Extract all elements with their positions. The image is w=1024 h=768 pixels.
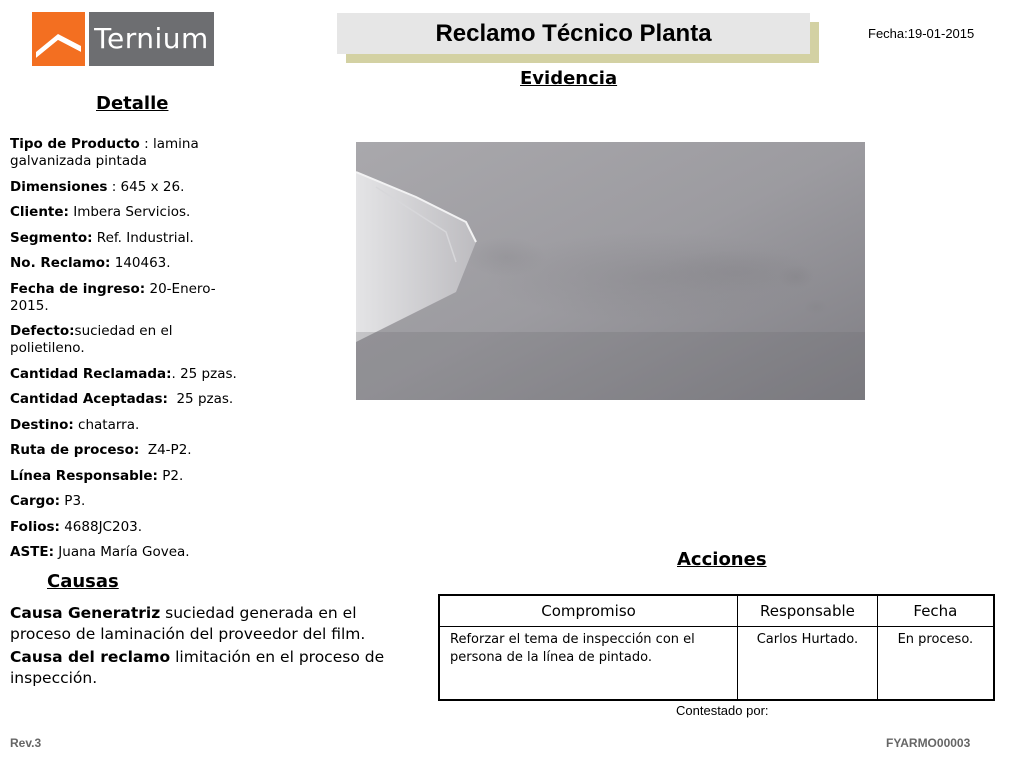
cell-fecha: En proceso. [877,627,994,701]
detail-label: Línea Responsable: [10,467,158,484]
detail-value: Ref. Industrial. [92,229,194,246]
detail-value: 25 pzas. [167,391,234,407]
detail-item [10,468,250,485]
header-date: Fecha:19-01-2015 [868,26,975,41]
detail-value: P2. [157,467,184,484]
actions-heading: Acciones [677,549,767,570]
detail-label: Tipo de Producto [10,136,140,152]
detail-item [10,544,250,561]
detail-value: 140463. [110,255,171,271]
column-header-compromiso: Compromiso [439,595,738,627]
detail-item [10,442,250,459]
detail-label: Cantidad Reclamada: [10,365,172,382]
table-row [439,627,994,701]
roof-logo-icon [32,12,85,66]
detail-item [10,366,250,383]
detail-item [10,417,250,434]
detail-label: Fecha de ingreso: [10,280,146,297]
logo-wordmark: Ternium [89,12,214,66]
detail-value: 4688JC203. [59,518,143,535]
detail-item [10,204,250,221]
detail-item [10,136,250,170]
column-header-fecha: Fecha [877,595,994,627]
causes-list [10,603,410,691]
detail-value: suciedad en el polietileno. [10,323,177,356]
detail-label: No. Reclamo: [10,255,111,271]
document-code: FYARMO00003 [886,736,971,750]
detail-label: Segmento: [10,229,93,246]
actions-table [438,594,995,701]
detail-item [10,493,250,510]
detail-value: : lamina galvanizada pintada [10,136,204,169]
revision-label: Rev.3 [10,736,42,750]
cause-item [10,603,410,645]
column-header-responsable: Responsable [738,595,878,627]
cell-compromiso: Reforzar el tema de inspección con el persona de la línea de pintado. [439,627,738,701]
evidence-photo [356,142,865,400]
cause-label: Causa del reclamo [10,648,171,666]
detail-list [10,136,250,570]
detail-label: Dimensiones [10,178,108,195]
detail-label: Cargo: [10,493,61,509]
answered-by-label: Contestado por: [676,703,769,718]
detail-value: P3. [60,493,86,509]
detail-value: : 645 x 26. [107,178,185,195]
detail-label: Cantidad Aceptadas: [10,391,168,407]
detail-value: Juana María Govea. [54,544,190,560]
detail-heading: Detalle [96,93,169,114]
detail-label: ASTE: [10,544,55,560]
detail-item [10,391,250,408]
detail-value: . 25 pzas. [171,365,237,382]
cell-responsable: Carlos Hurtado. [738,627,878,701]
detail-label: Cliente: [10,204,69,220]
detail-value: chatarra. [73,416,140,433]
detail-label: Destino: [10,416,74,433]
detail-value: Z4-P2. [139,442,192,458]
detail-item [10,281,250,315]
detail-label: Folios: [10,518,60,535]
cause-text: suciedad generada en el proceso de laminación del proveedor del film. [10,604,366,643]
page-title: Reclamo Técnico Planta [435,20,712,47]
detail-item [10,519,250,536]
causes-heading: Causas [47,571,119,592]
cause-label: Causa Generatriz [10,604,161,622]
detail-value: Imbera Servicios. [68,204,191,220]
detail-item [10,323,250,357]
detail-item [10,230,250,247]
cause-item [10,647,410,689]
detail-label: Defecto: [10,323,75,339]
detail-label: Ruta de proceso: [10,442,140,458]
ternium-logo [32,12,214,66]
detail-value: 20-Enero-2015. [10,280,216,314]
evidence-heading: Evidencia [520,68,618,89]
cause-text: limitación en el proceso de inspección. [10,648,385,687]
detail-item [10,255,250,272]
detail-item [10,179,250,196]
table-header-row [439,595,994,627]
